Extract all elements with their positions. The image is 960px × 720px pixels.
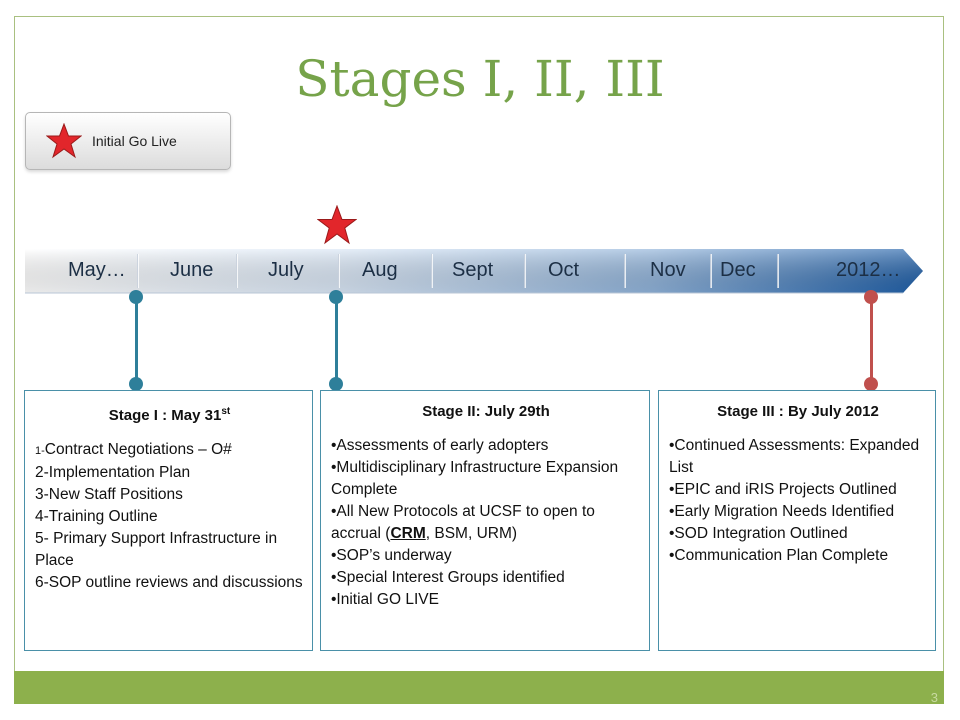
timeline-divider: [710, 254, 712, 288]
stage3-bottom-dot: [864, 377, 878, 391]
stage1-top-dot: [129, 290, 143, 304]
legend-box: [25, 112, 231, 170]
stage2-item: •Multidisciplinary Infrastructure Expansion Complete: [331, 459, 619, 498]
stage3-title: Stage III : By July 2012: [717, 403, 879, 420]
month-label: Nov: [650, 259, 686, 281]
legend-label: Initial Go Live: [92, 133, 177, 149]
month-label: Sept: [452, 259, 494, 281]
month-label: Oct: [548, 259, 580, 281]
stage3-item: •Continued Assessments: Expanded List: [669, 437, 920, 476]
stage3-card: [658, 390, 936, 651]
timeline-divider: [338, 254, 340, 288]
timeline-divider: [137, 254, 139, 288]
stage1-item: 6-SOP outline reviews and discussions: [35, 574, 303, 591]
stage2-item: •Initial GO LIVE: [331, 591, 439, 608]
stage3-connector: [870, 297, 873, 384]
month-label: June: [170, 259, 214, 281]
month-label: May…: [68, 259, 126, 281]
timeline-months: [28, 247, 908, 295]
stage2-top-dot: [329, 290, 343, 304]
timeline-divider: [624, 254, 626, 288]
stage3-item: •SOD Integration Outlined: [669, 525, 848, 542]
stage2-connector: [335, 297, 338, 384]
stage1-item: 5- Primary Support Infrastructure in Place: [35, 530, 278, 569]
stage1-title: Stage I : May 31st: [108, 406, 231, 424]
red-star-icon: [46, 123, 82, 159]
stage3-item: •Early Migration Needs Identified: [669, 503, 895, 520]
stage3-item: •Communication Plan Complete: [669, 547, 889, 564]
stage2-bottom-dot: [329, 377, 343, 391]
crm-link: CRM: [390, 525, 426, 542]
month-label: Aug: [362, 259, 398, 281]
stage2-title: Stage II: July 29th: [422, 403, 550, 420]
stage2-card: [320, 390, 650, 651]
month-label: Dec: [720, 259, 756, 281]
stage1-connector: [135, 297, 138, 384]
stage1-item: 4-Training Outline: [35, 508, 158, 525]
stage3-top-dot: [864, 290, 878, 304]
month-label: July: [268, 259, 304, 281]
timeline-divider: [524, 254, 526, 288]
stage2-item: •All New Protocols at UCSF to open to accrual (CRM, BSM, URM): [331, 503, 595, 542]
go-live-star-icon: [317, 205, 357, 245]
timeline-divider: [236, 254, 238, 288]
stage1-item-prefix: 1-: [35, 445, 45, 457]
stage1-item: 2-Implementation Plan: [35, 464, 191, 481]
stage2-item: •Special Interest Groups identified: [331, 569, 565, 586]
timeline-divider: [431, 254, 433, 288]
stage1-bottom-dot: [129, 377, 143, 391]
stage1-card: [24, 390, 313, 651]
stage2-item: •SOP’s underway: [331, 547, 452, 564]
timeline-divider: [777, 254, 779, 288]
stage3-item: •EPIC and iRIS Projects Outlined: [669, 481, 897, 498]
page-number: 3: [930, 690, 938, 705]
footer-bar: [14, 671, 944, 704]
stage2-item: •Assessments of early adopters: [331, 437, 549, 454]
month-label: 2012…: [836, 259, 901, 281]
stage1-item: 1-Contract Negotiations – O#: [35, 441, 232, 458]
stage1-item: 3-New Staff Positions: [35, 486, 183, 503]
page-title: Stages I, II, III: [295, 50, 665, 108]
stage1-title-sup: st: [221, 406, 231, 417]
